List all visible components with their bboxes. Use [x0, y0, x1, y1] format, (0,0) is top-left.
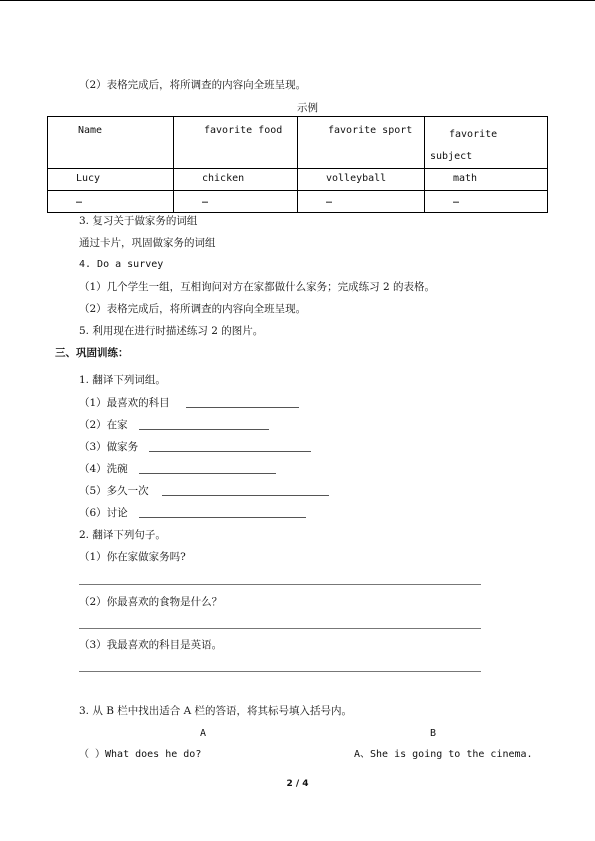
- table-header-cell: Name: [48, 117, 174, 169]
- intro-line: （2）表格完成后，将所调查的内容向全班呈现。: [79, 79, 307, 91]
- answer-blank[interactable]: [139, 429, 269, 430]
- q2-item: （3）我最喜欢的科目是英语。: [79, 639, 223, 651]
- table-cell: Lucy: [48, 169, 174, 191]
- table-header-row: [48, 117, 548, 169]
- q2-item: （1）你在家做家务吗?: [79, 551, 186, 563]
- table-header-cell: favorite sport: [298, 117, 425, 169]
- table-cell: …: [48, 191, 174, 213]
- answer-line[interactable]: [79, 671, 481, 672]
- table-cell: …: [425, 191, 548, 213]
- answer-blank[interactable]: [186, 407, 299, 408]
- q3-item-b: A、She is going to the cinema.: [354, 749, 533, 760]
- q3-title: 3. 从 B 栏中找出适合 A 栏的答语，将其标号填入括号内。: [79, 705, 353, 717]
- section-title: 三、巩固训练：: [55, 347, 129, 359]
- table-cell: …: [298, 191, 425, 213]
- q1-item: （1）最喜欢的科目: [79, 397, 170, 409]
- q1-title: 1. 翻译下列词组。: [79, 374, 166, 386]
- table-cell: chicken: [174, 169, 298, 191]
- step-describe: 5. 利用现在进行时描述练习 2 的图片。: [79, 325, 264, 337]
- top-border: [0, 0, 595, 1]
- table-cell: volleyball: [298, 169, 425, 191]
- step-survey-item-2: （2）表格完成后，将所调查的内容向全班呈现。: [79, 303, 307, 315]
- table-header-cell: favorite food: [174, 117, 298, 169]
- answer-line[interactable]: [79, 584, 481, 585]
- step-review-title: 3. 复习关于做家务的词组: [79, 215, 198, 227]
- table-header-text: subject: [430, 151, 473, 162]
- table-header-cell: [425, 117, 548, 169]
- page-number: 2 / 4: [286, 779, 309, 789]
- sample-table: [47, 116, 548, 213]
- q1-item: （5）多久一次: [79, 485, 149, 497]
- answer-line[interactable]: [79, 628, 481, 629]
- q2-title: 2. 翻译下列句子。: [79, 529, 166, 541]
- step-survey-title: 4. Do a survey: [79, 259, 164, 270]
- table-header-text: favorite: [449, 129, 498, 140]
- answer-blank[interactable]: [162, 495, 329, 496]
- q2-item: （2）你最喜欢的食物是什么？: [79, 596, 223, 608]
- step-survey-item-1: （1）几个学生一组，互相询问对方在家都做什么家务；完成练习 2 的表格。: [79, 281, 436, 293]
- q1-item: （2）在家: [79, 419, 128, 431]
- q1-item: （4）洗碗: [79, 463, 128, 475]
- q3-column-b-label: B: [430, 728, 437, 739]
- answer-blank[interactable]: [139, 473, 276, 474]
- answer-blank[interactable]: [149, 451, 311, 452]
- q1-item: （6）讨论: [79, 507, 128, 519]
- step-review-desc: 通过卡片，巩固做家务的词组: [79, 237, 216, 249]
- q1-item: （3）做家务: [79, 441, 139, 453]
- q3-column-a-label: A: [200, 728, 207, 739]
- table-caption: 示例: [297, 102, 318, 114]
- answer-blank[interactable]: [139, 517, 306, 518]
- table-row: [48, 191, 548, 213]
- table-cell: math: [425, 169, 548, 191]
- table-row: [48, 169, 548, 191]
- table-cell: …: [174, 191, 298, 213]
- q3-item-a: （ ）What does he do?: [79, 749, 202, 760]
